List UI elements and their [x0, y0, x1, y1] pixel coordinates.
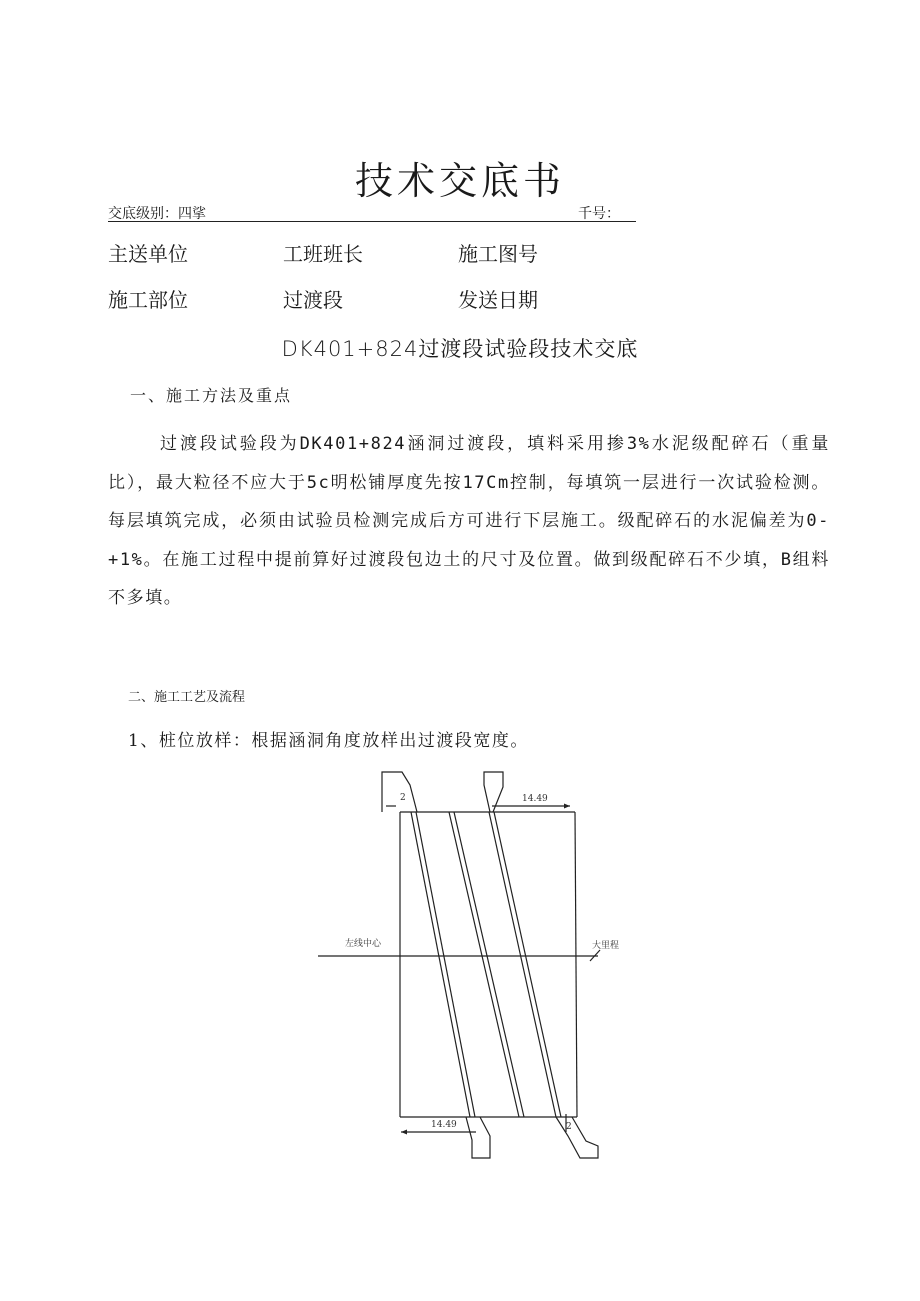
field-send-date-label: 发送日期 — [458, 288, 538, 312]
layout-drawing — [300, 760, 630, 1170]
dim-small-top-label: 2 — [400, 793, 406, 803]
bottom-left-wingwall — [466, 1117, 490, 1158]
frame-right-edge — [575, 812, 577, 1117]
dim-bottom-arrow — [401, 1130, 407, 1135]
header-info-line — [108, 203, 636, 222]
document-title: 技术交底书 — [354, 159, 565, 203]
culvert-line-mid-b — [454, 812, 524, 1117]
section1-paragraph: 过渡段试验段为DK401+824涵洞过渡段，填料采用掺3%水泥级配碎石（重量比），最大粒径不应大于5c明松铺厚度先按17Cm控制，每填筑一层进行一次试验检测。每层填筑完成，必须由试验员检测完成后方可进行下层施工。级配碎石的水泥偏差为0-+1%。在施工过程中提前算好过渡段包边土的尺寸及位置。做到级配碎石不少填，B组料不多填。 — [108, 434, 830, 608]
field-recipient-label: 主送单位 — [108, 242, 188, 266]
dim-top-arrow — [564, 804, 570, 809]
field-recipient-value: 工班班长 — [283, 242, 363, 266]
field-location-label: 施工部位 — [108, 288, 188, 312]
centerline-label: 左线中心 — [345, 939, 382, 949]
mileage-label: 大里程 — [592, 941, 620, 951]
level-label: 交底级别：四挲 — [108, 206, 206, 222]
culvert-line-left-b — [416, 812, 475, 1117]
section1-heading: 一、施工方法及重点 — [130, 386, 293, 405]
field-location-value: 过渡段 — [283, 288, 343, 312]
subject-title: DK401+824过渡段试验段技术交底 — [281, 337, 639, 361]
dim-top-label: 14.49 — [522, 794, 548, 804]
culvert-line-right-a — [489, 812, 556, 1117]
dim-small-bottom-label: 2 — [566, 1122, 572, 1132]
culvert-layout-diagram — [300, 760, 630, 1170]
culvert-line-left-a — [411, 812, 470, 1117]
section2-heading: 二、施工工艺及流程 — [128, 690, 246, 705]
dim-bottom-label: 14.49 — [431, 1120, 457, 1130]
culvert-line-mid-a — [449, 812, 519, 1117]
culvert-line-right-b — [494, 812, 561, 1117]
step1-text: 1、桩位放样：根据涵洞角度放样出过渡段宽度。 — [128, 731, 529, 751]
number-label: 千号： — [578, 206, 620, 222]
field-drawing-number-label: 施工图号 — [458, 242, 538, 266]
bottom-right-wingwall — [556, 1117, 598, 1158]
